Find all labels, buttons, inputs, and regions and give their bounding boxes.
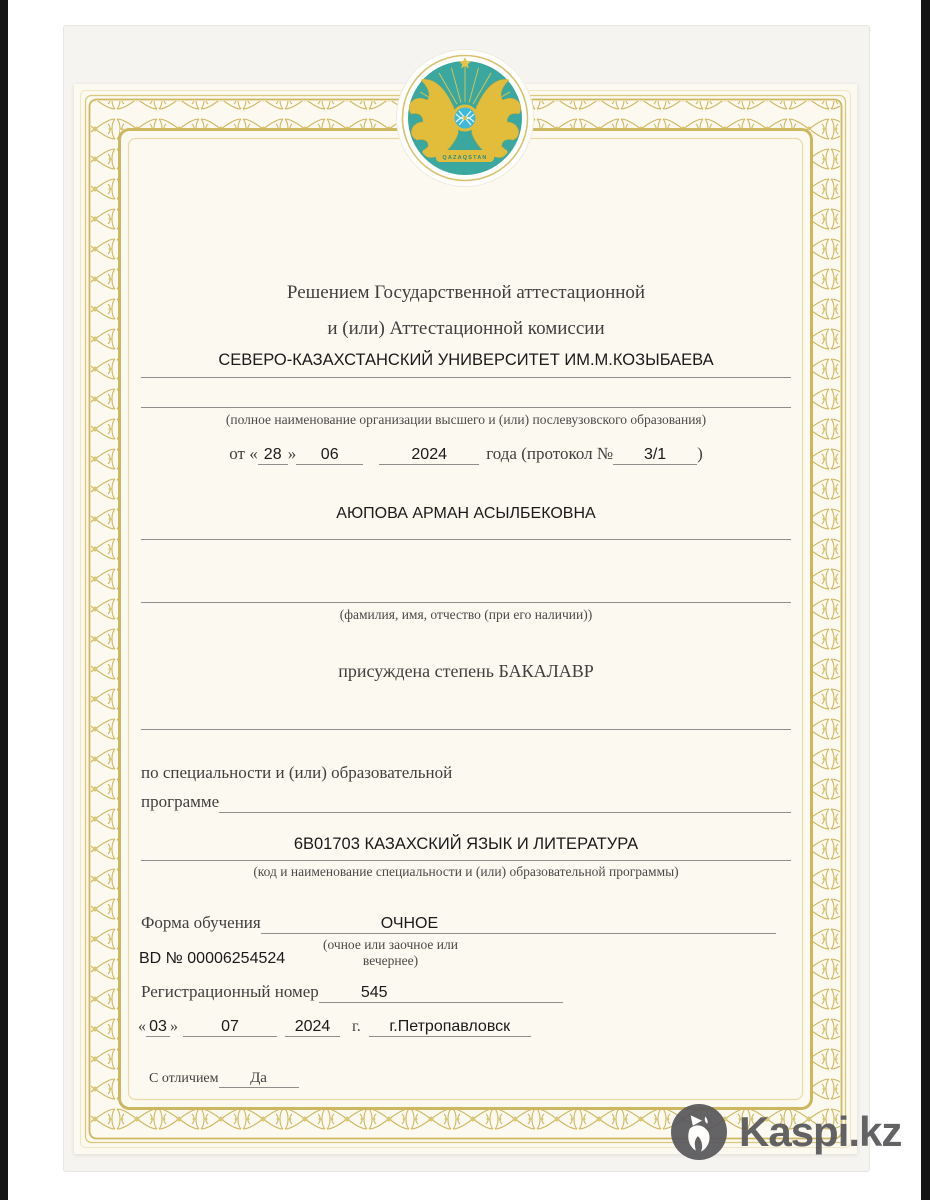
issue-line	[138, 1018, 531, 1037]
kaspi-brand-text: Kaspi.kz	[739, 1108, 902, 1155]
protocol-day: 28	[258, 446, 288, 465]
study-form-value: ОЧНОЕ	[261, 915, 776, 934]
study-form-label: Форма обучения	[141, 913, 261, 932]
right-letterbox-bar	[921, 0, 930, 1200]
degree-line: присуждена степень БАКАЛАВР	[338, 661, 594, 681]
specialty-underline	[141, 860, 791, 861]
name-underline-2	[141, 602, 791, 603]
protocol-suffix: )	[697, 444, 703, 463]
protocol-year: 2024	[379, 446, 479, 465]
distinction-label: С отличием	[149, 1071, 219, 1086]
name-caption: (фамилия, имя, отчество (при его наличии))	[339, 607, 593, 622]
kazakhstan-emblem	[395, 48, 535, 188]
specialty-label-line2	[141, 792, 791, 813]
specialty-caption: (код и наименование специальности и (или) образовательной программы)	[253, 864, 679, 879]
distinction-value: Да	[219, 1070, 299, 1088]
protocol-month: 06	[296, 446, 363, 465]
study-form-line	[141, 913, 776, 934]
protocol-middle: года (протокол №	[486, 444, 614, 463]
issue-quote-open: «	[138, 1018, 146, 1035]
protocol-quote-close: »	[287, 444, 297, 463]
heading-line2: и (или) Аттестационной комиссии	[327, 318, 605, 339]
university-underline-1	[141, 377, 791, 378]
protocol-number: 3/1	[613, 446, 697, 465]
kaspi-logo-icon	[671, 1104, 727, 1160]
kazakhstan-emblem-icon	[395, 48, 535, 188]
issue-quote-close: »	[170, 1018, 178, 1035]
graduate-name: АЮПОВА АРМАН АСЫЛБЕКОВНА	[336, 505, 596, 522]
university-caption: (полное наименование организации высшего и (или) послевузовского образования)	[225, 412, 707, 427]
issue-city: г.Петропавловск	[369, 1018, 531, 1037]
registration-label: Регистрационный номер	[141, 982, 319, 1001]
protocol-line	[141, 444, 791, 465]
registration-value: 545	[319, 984, 563, 1003]
left-letterbox-bar	[0, 0, 8, 1200]
specialty-label-line1: по специальности и (или) образовательной	[141, 763, 453, 782]
specialty-label-word: программе	[141, 792, 220, 811]
university-underline-2	[141, 407, 791, 408]
degree-underline	[141, 729, 791, 730]
specialty-blank-underline	[219, 794, 791, 813]
name-underline-1	[141, 539, 791, 540]
issue-g-label: г.	[352, 1018, 361, 1035]
diploma-number: BD № 00006254524	[139, 950, 286, 967]
kaspi-watermark	[671, 1104, 901, 1160]
university-name: СЕВЕРО-КАЗАХСТАНСКИЙ УНИВЕРСИТЕТ ИМ.М.КОЗЫБАЕВА	[218, 351, 714, 369]
certificate-page	[74, 84, 857, 1154]
protocol-prefix: от «	[229, 444, 258, 463]
registration-line	[141, 982, 563, 1003]
heading-line1: Решением Государственной аттестационной	[286, 282, 646, 303]
distinction-line	[149, 1070, 299, 1088]
issue-year: 2024	[285, 1018, 340, 1037]
specialty-value: 6В01703 КАЗАХСКИЙ ЯЗЫК И ЛИТЕРАТУРА	[293, 835, 639, 853]
certificate-photo	[63, 25, 870, 1172]
study-form-caption: (очное или заочное или вечернее)	[323, 937, 458, 968]
emblem-country-name: QAZAQSTAN	[442, 155, 488, 161]
issue-day: 03	[146, 1018, 170, 1037]
issue-month: 07	[183, 1018, 277, 1037]
